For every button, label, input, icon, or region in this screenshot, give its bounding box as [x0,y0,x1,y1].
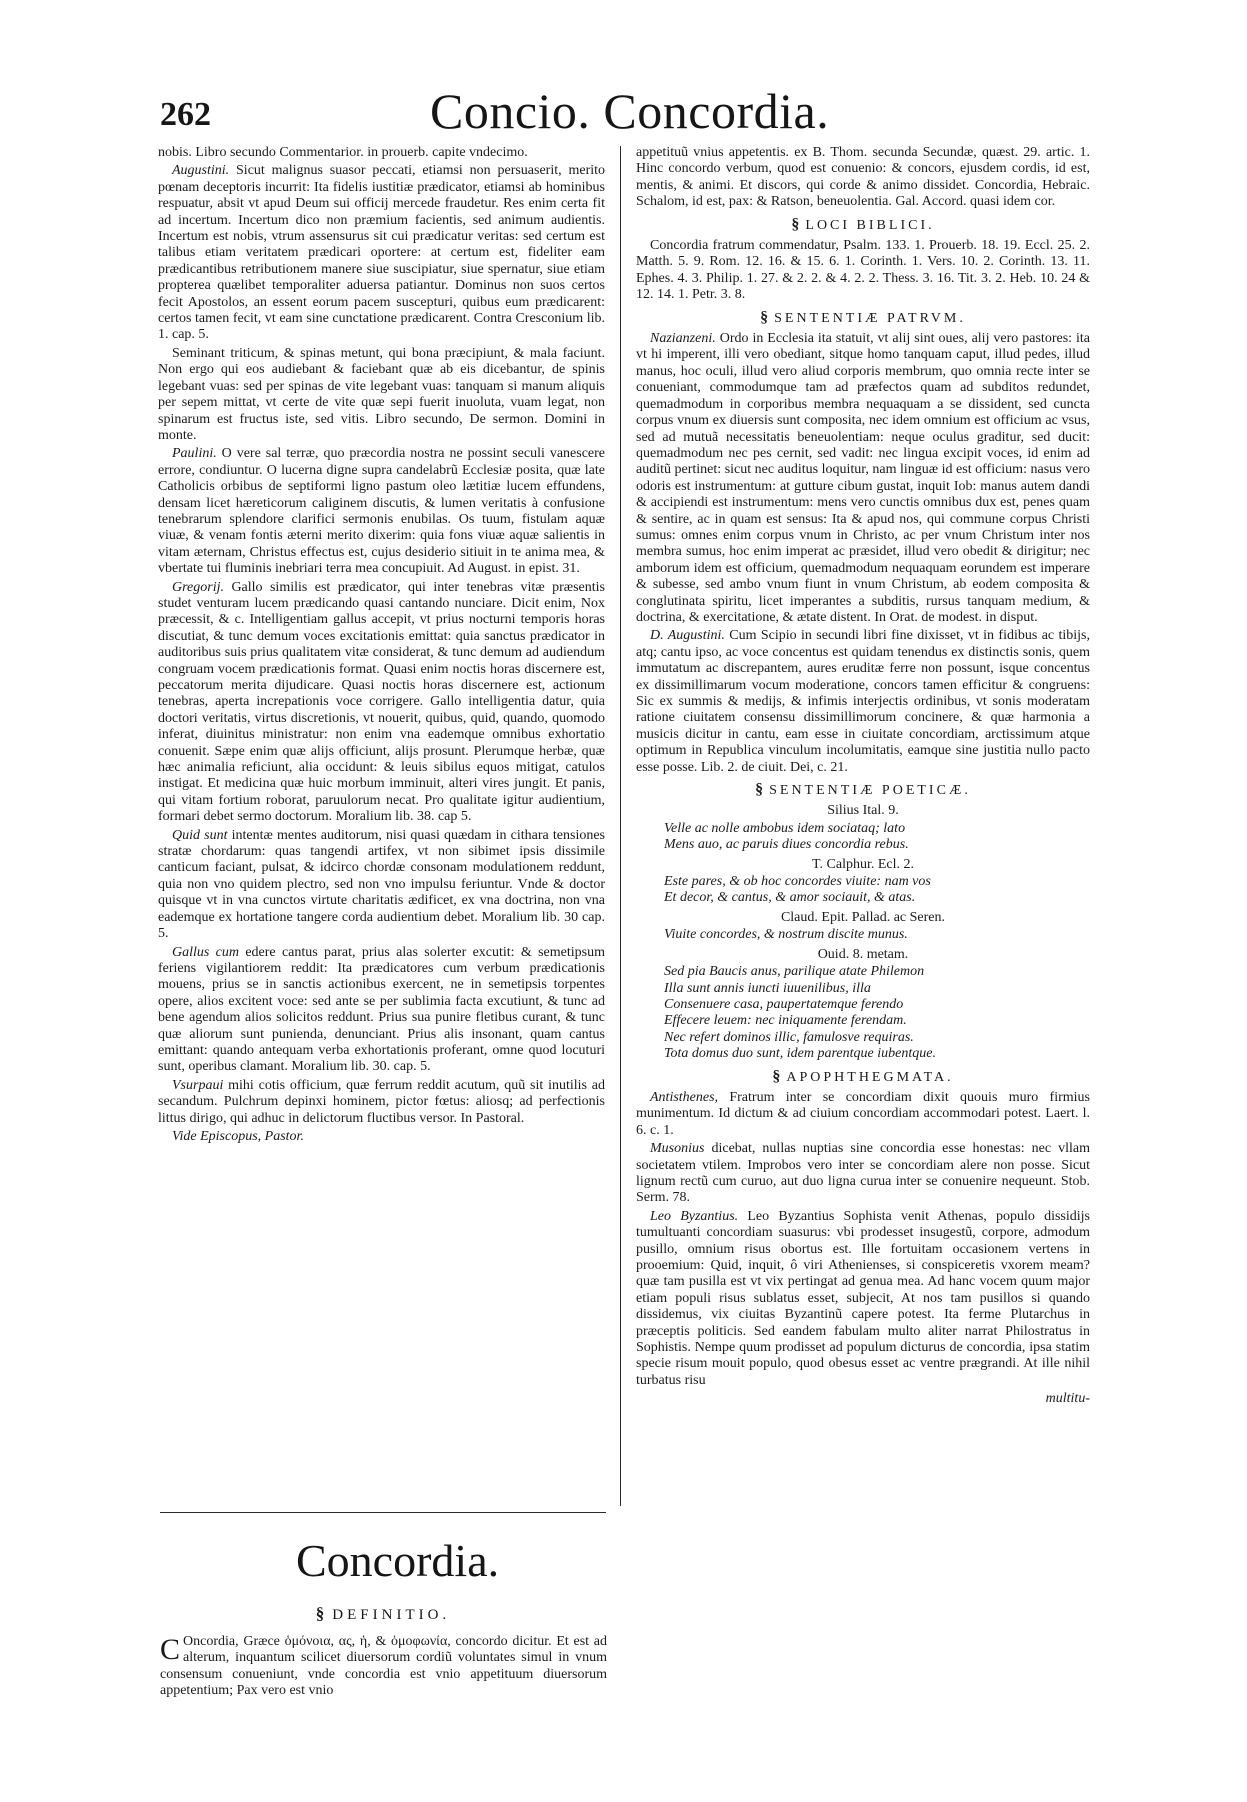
author-ref: Augustini. [172,163,237,179]
verse-line: Illa sunt annis iuncti iuuenilibus, illa [664,980,871,996]
paragraph [158,828,605,943]
paragraph-text: mihi cotis officium, quæ ferrum reddit acutum, quũ sit inutilis ad secandum. Pulchrum depinxi hominem, pictor fœtus: aliosq; ad perfectionis littus dirigo, qui adhuc in delictorum fluctibus versor. In Pastoral. [158,1077,605,1126]
left-column [158,145,605,1147]
paragraph-text: intentæ mentes auditorum, nisi quasi quædam in cithara tensiones stratæ chordarum: quas tangendi artifex, vt non sibimet ipsis dissimile canticum faciant, pulsat, & idcirco chordæ consonam modulationem reddunt, quia non vno quidem plectro, sed non vno impulsu feriuntur. Vnde & doctor quisque vt in vna cunctos virtute charitatis ædificet, ex vna doctrina, non vna eademque ex hortatione tangere corda audientium debet. Moralium lib. 30 cap. 5. [158,827,606,942]
paragraph [158,1129,605,1145]
author-ref: Vsurpaui [172,1077,229,1093]
author-ref: Gregorij. [172,579,232,595]
paragraph-text: Seminant triticum, & spinas metunt, qui bona præcipiunt, & mala faciunt. Non ergo qui eos audiebant & faciebant quæ ab eis dicebantur, de spinis legebant vuas: sed per spinas de vite legebant vuas: tanquam si manum aliquis per sepem mittat, vt certe de vite quæ sepi fuerit inuoluta, vuam legat, non spinarum est fructus iste, sed vitis. Libro secundo, De sermon. Domini in monte. [158,345,605,443]
paragraph [158,163,605,343]
section-heading [636,1069,1090,1086]
verse-line: Sed pia Baucis anus, parilique atate Philemon [664,964,925,980]
paragraph-text: Gallo similis est prædicator, qui inter tenebras vitæ præsentis studet venturam lucem prædicando quasi cantando nunciare. Dicit enim, Nox præcessit, & c. Intelligentiam gallus accepit, vt prius nocturni temporis horas discutiat, & tunc demum voces excitationis emittat: quia sanctus prædicator in auditoribus suis prius qualitatem vitæ considerat, & tunc demum ad audiendum congruam vocem prædicationis format. Quasi enim noctis horas discernere est, peccatorum merita dijudicare. Quasi noctis horas discernere est, actionum tenebras, aperta increpationis voce corrigere. Gallo intelligentia datur, quia doctori veritatis, virtus discretionis, vt nouerit, quibus, quid, quando, quomodo inferat, diuinitus ministratur: non enim vna eademque omnibus exhortatio conuenit. Sæpe enim quæ alijs officiunt, alijs prosunt. Plerumque herbæ, quæ hæc animalia reficiunt, alia occidunt: & leuis sibilus equos mitigat, catulos instigat. Et medicina quæ huic morbum imminuit, alteri vires jungit. Et panis, qui vitam fortium roborat, paruulorum necat. Pro qualitate igitur audientium, formari debet sermo doctorum. Moralium lib. 38. cap 5. [158,579,605,825]
definitio-body: Oncordia, Græce ὁμόνοια, ας, ἡ, & ὁμοφωνία, concordo dicitur. Et est ad alterum, inquantum scilicet diuersorum cordiũ voluntates simul in vnum consensum conueniunt, vnde concordia est vnio appetituum diuersorum appetentium; Pax vero est vnio [160,1634,607,1699]
paragraph [158,446,605,577]
pilcrow-icon: § [760,308,769,326]
definitio-text [160,1634,607,1700]
pilcrow-icon: § [772,1067,781,1085]
drop-cap: C [160,1633,181,1666]
section-heading-text: SENTENTIÆ PATRVM. [774,310,966,326]
verse-line: Tota domus duo sunt, idem parentque iubentque. [664,1046,936,1062]
paragraph-text: O vere sal terræ, quo præcordia nostra ne possint seculi vanescere errore, condiuntur. O lucerna digne supra candelabrũ Ecclesiæ posita, quæ late Catholicis orbibus de septiformi ligno pastum oleo lætitiæ lucem effundens, densam licet hæreticorum caliginem discutis, & lumen veritatis à confusione tenebrarum splendore clarifici sermonis enubilas. Os tuum, fistulam aquæ viuæ, & venam fontis æterni merito dixerim: quia fons viuæ aquæ salientis in vitam æternam, Christus effectus est, cujus desiderio sitiuit in te anima mea, & vbertate tui fluminis inebriari terra mea concupiuit. Ad August. in epist. 31. [158,446,605,577]
paragraph [158,945,605,1076]
verse-line: Mens auo, ac paruis diues concordia rebus. [664,837,909,853]
section-heading-text: LOCI BIBLICI. [805,217,935,233]
verse-source: Silius Ital. 9. [827,803,899,819]
paragraph [636,238,1090,304]
section-heading [636,782,1090,799]
catchword: multitu- [1045,1391,1090,1407]
verse-line: Velle ac nolle ambobus idem sociataq; lato [664,820,906,836]
author-ref: Nazianzeni. [650,331,720,347]
section-heading-text: APOPHTHEGMATA. [786,1069,954,1085]
paragraph-text: appetituũ vnius appetentis. ex B. Thom. secunda Secundæ, quæst. 29. artic. 1. Hinc concordo verbum, quod est conuenio: & concors, ejusdem cordis, id est, mentis, & animi. Et discors, qui corde & animo dissidet. Concordia, Hebraic. Schalom, id est, pax: & Ratson, beneuolentia. Gal. Accord. quasi idem cor. [636,145,1090,210]
verse-line: Et decor, & cantus, & amor sociauit, & atas. [664,890,916,906]
paragraph-text: Cum Scipio in secundi libri fine dixisset, vt in fidibus ac tibijs, atq; cantu ipso, ac voce concentus est quidam tenendus ex distinctis sonis, quem immutatum ac discrepantem, aures eruditæ ferre non possunt, isque concentus ex dissimillimarum vocum moderatione, concors tamen efficitur & congruens: Sic ex summis & medijs, & infimis interjectis ordinibus, vt sonis moderatam ratione ciuitatem consensu dissimillimorum concinere, & quæ harmonia a musicis dicitur in cantu, eam esse in ciuitate concordiam, arctissimum atque optimum in Republica vinculum incolumitatis, eamque sine justitia nullo pacto esse posse. Lib. 2. de ciuit. Dei, c. 21. [636,628,1090,775]
section-heading-text: SENTENTIÆ POETICÆ. [769,783,971,799]
paragraph-text: nobis. Libro secundo Commentarior. in prouerb. capite vndecimo. [158,145,528,160]
author-ref: D. Augustini. [650,628,730,644]
verse-source: T. Calphur. Ecl. 2. [812,856,914,872]
pilcrow-icon: § [315,1604,325,1623]
verse-line: Consenuere casa, paupertatemque ferendo [664,996,904,1012]
paragraph-text: Sicut malignus suasor peccati, etiamsi non persuaserit, merito pœnam deceptoris incurrit: Ita fidelis iustitiæ prædicator, etiamsi ab hominibus respuatur, absit vt apud Deum sui officij mercede fraudetur. Res enim certa fit ad incertum. Incertum dico non præmium facientis, sed animum audientis. Incertum est nobis, vtrum assensurus sit cui prædicatur veritas: sed certum est talibus etiam veritatem prædicari oportere: at certum est, fideliter eam prædicantibus retributionem manere siue suscipiatur, siue spernatur, siue etiam propterea quælibet temporaliter aduersa patiantur. Dominus non suos certos fecit Apostolos, an essent eorum pacem suscepturi, quibus eum prædicarent: certos tamen fecit, vt eam sine cunctatione prædicarent. Contra Cresconium lib. 1. cap. 5. [158,163,606,343]
author-ref: Leo Byzantius. [650,1208,748,1224]
definitio-heading [160,1604,606,1624]
author-ref: Quid sunt [172,827,232,843]
section-rule [160,1512,606,1513]
pilcrow-icon: § [755,781,764,799]
paragraph [636,628,1090,776]
verse-source: Claud. Epit. Pallad. ac Seren. [780,909,946,925]
paragraph [158,346,605,444]
verse-line: Effecere leuem: nec iniquamente ferendam. [664,1013,907,1029]
concordia-title: Concordia. [296,1535,500,1586]
paragraph-text: Fratrum inter se concordiam dixit quouis muro firmius munimentum. Id dictum & ad ciuium concordiam accommodari potest. Laert. l. 6. c. 1. [636,1089,1090,1138]
paragraph [636,1090,1090,1139]
column-divider [620,146,621,1506]
paragraph [636,1141,1090,1207]
definitio-heading-text: DEFINITIO. [332,1607,451,1623]
verse-line: Viuite concordes, & nostrum discite munus. [664,927,908,943]
paragraph-text: Ordo in Ecclesia ita statuit, vt alij sint oues, alij vero pastores: ita vt hi imperent, illi vero obediant, sitque homo tanquam caput, illud pedes, illud manus, hoc oculi, illud vero aliud corporis membrum, quo omnia recte inter se conueniant, commodumque tam ad præfectos quam ad subditos redundet, quemadmodum in corporibus membra nequaquam a se dissident, sed cuncta corpus vnum ex diuersis sunt composita, nec idem omnium est officium ac vsus, sed ad mutuã necessitatis beneuolentiam: neque oculus graditur, sed ducit: quemadmodum nec pes cernit, sed vadit: nec lingua excipit voces, id enim ad auditũ pertinet: sicut nec auditus loquitur, nam linguæ id est officium: nasus vero odoris est instrumentum: at gutture cibum gustat, inquit Iob: manus autem dandi & accipiendi est instrumentum: mens vero cunctis omnibus dux est, penes quam & sentire, ac in quam est sensus: Ita & apud nos, qui commune corpus Christi sumus: omnes enim corpus vnum in Christo, ac per vnum Christum inter nos membra sumus, hoc enim imperat ac præsidet, illud vero obedit & dirigitur; nec amborum idem est officium, quemadmodum nequaquam eorundem est imperare & subesse, sed ambo vnum fiunt in vnum Christum, ab eodem composita & conglutinata spiritu, licet imperantes a subditis, rursus tanquam medium, & doctrina, & exercitatione, & ætate distent. In Orat. de modest. in disput. [636,331,1090,625]
running-title: Concio. Concordia. [430,83,830,139]
paragraph [636,145,1090,211]
author-ref: Musonius [650,1141,712,1157]
verse-source: Ouid. 8. metam. [817,946,909,962]
paragraph [158,1078,605,1127]
author-ref: Paulini. [172,446,222,462]
section-heading [636,310,1090,327]
page-number: 262 [160,96,211,133]
paragraph-text: dicebat, nullas nuptias sine concordia esse honestas: nec vllam societatem vtilem. Improbos vero inter se concordiam alere non posse. Sicut lignum rectũ cum curuo, aut duo ligna curua inter se conuenire nequeunt. Stob. Serm. 78. [636,1141,1090,1206]
right-column [636,145,1090,1408]
paragraph [636,1209,1090,1389]
paragraph-text: edere cantus parat, prius alas solerter excutit: & semetipsum feriens vigilantiorem reddit: Ita prædicatores cum verbum prædicationis mouens, prius se in sanctis actionibus exercent, ne in semetipsis torpentes opere, alios excitent voce: sed ante se per sublimia facta excutiunt, & tunc ad bene agendum alios solicitos reddunt. Prius sua punire fletibus curant, & tunc quæ aliorum sunt punienda, denunciant. Prius alis insonant, quam cantus emittant: quando antequam verba exhortationis proferant, omne quod locuturi sunt, operibus clamant. Moralium lib. 30. cap. 5. [158,944,605,1075]
verse-line: Este pares, & ob hoc concordes viuite: nam vos [664,874,931,890]
author-ref: Antisthenes, [650,1089,730,1105]
paragraph-text: Leo Byzantius Sophista venit Athenas, populo dissidijs tumultuanti concordiam suasurus: vbi prodesset insugestũ, corpore, admodum pusillo, omnium risus obortus est. Ille fortuitam occasionem vertens in prooemium: Quid, inquit, ô viri Athenienses, si conspiceretis vxorem meam? quæ tam pusilla est vt vix pertingat ad genua mea. Ad hanc vocem quum major etiam populi risus sublatus esset, subjecit, At nos tam pusillos si quando dissidemus, vix ciuitas Byzantinũ capere potest. Ita ferme Plutarchus in præceptis politicis. Sed eandem fabulam multo aliter narrat Philostratus in Sophistis. Nempe quum prodisset ad populum dicturus de concordia, ipsa statim specie risum mouit populo, quod obesus esset ac ventre prægrandi. At ille nihil turbatus risu [636,1208,1090,1388]
paragraph [158,145,605,161]
author-ref: Gallus cum [172,944,246,960]
paragraph [636,331,1090,626]
section-heading [636,217,1090,234]
pilcrow-icon: § [791,215,800,233]
verse-line: Nec refert dominos illic, famulosve requiras. [664,1029,914,1045]
paragraph-text: Vide Episcopus, Pastor. [172,1128,304,1144]
paragraph [158,580,605,826]
paragraph-text: Concordia fratrum commendatur, Psalm. 133. 1. Prouerb. 18. 19. Eccl. 25. 2. Matth. 5. 9. Rom. 12. 16. & 15. 6. 1. Corinth. 1. Vers. 10. 2. Corinth. 13. 11. Ephes. 4. 3. Philip. 1. 27. & 2. 2. & 4. 2. 2. Thess. 3. 16. Tit. 3. 2. Heb. 10. 24 & 12. 14. 1. Petr. 3. 8. [636,238,1090,303]
